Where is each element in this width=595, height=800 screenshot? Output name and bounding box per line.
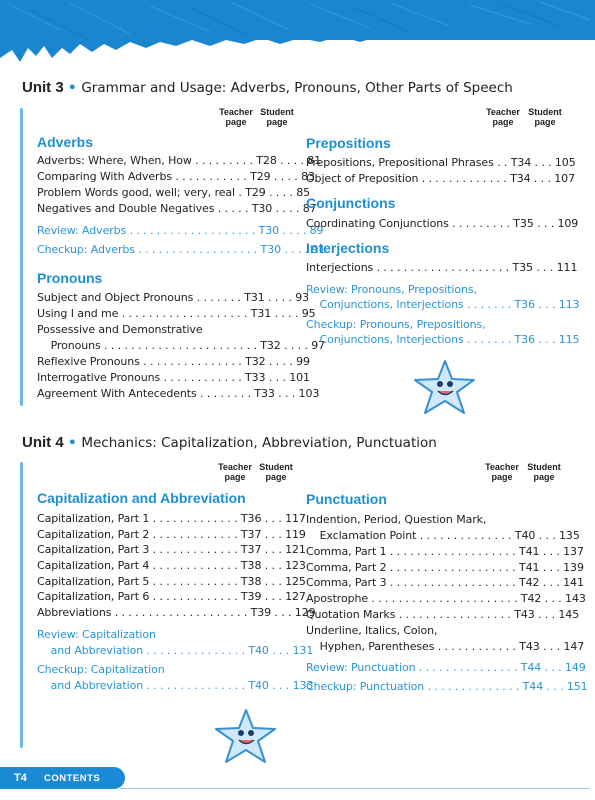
toc-entry-review[interactable]: Review: Capitalization (37, 628, 156, 641)
unit-4-left-student-header: Student page (259, 462, 293, 482)
bullet-icon: • (67, 435, 82, 451)
page-number: T4 (14, 772, 27, 784)
unit-3-right-student-header: Student page (528, 107, 562, 127)
unit-4-left-rule (20, 462, 23, 748)
toc-entry-review[interactable]: Review: Adverbs . . . . . . . . . . . . . . . . . . . T30 . . . . 89 (37, 224, 324, 237)
toc-entry[interactable]: Reflexive Pronouns . . . . . . . . . . . . . . . T32 . . . . 99 (37, 355, 310, 368)
unit-3-title: Grammar and Usage: Adverbs, Pronouns, Other Parts of Speech (81, 80, 513, 96)
unit-3-left-student-header: Student page (260, 107, 294, 127)
unit-3-left-rule (20, 108, 23, 406)
unit-4-heading (22, 434, 437, 451)
toc-entry[interactable]: Capitalization, Part 1 . . . . . . . . . . . . . T36 . . . 117 (37, 512, 306, 525)
unit-4-title: Mechanics: Capitalization, Abbreviation, Punctuation (81, 435, 437, 451)
section-prepositions: Prepositions (306, 135, 391, 151)
toc-entry-checkup[interactable]: Checkup: Capitalization (37, 663, 165, 676)
toc-entry[interactable]: Coordinating Conjunctions . . . . . . . . . T35 . . . 109 (306, 217, 579, 230)
toc-entry[interactable]: Possessive and Demonstrative (37, 323, 203, 336)
unit-3-left-teacher-header: Teacher page (219, 107, 253, 127)
unit-4-number: Unit 4 (22, 434, 64, 451)
toc-entry-review[interactable]: Review: Pronouns, Prepositions, (306, 283, 477, 296)
unit-3-number: Unit 3 (22, 79, 64, 96)
toc-entry[interactable]: Problem Words good, well; very, real . T29 . . . . 85 (37, 186, 310, 199)
toc-entry[interactable]: Quotation Marks . . . . . . . . . . . . . . . . . T43 . . . 145 (306, 608, 580, 621)
toc-entry[interactable]: Object of Preposition . . . . . . . . . . . . . T34 . . . 107 (306, 172, 575, 185)
toc-entry-review[interactable]: and Abbreviation . . . . . . . . . . . . . . . T40 . . . 131 (37, 644, 314, 657)
toc-entry[interactable]: Interjections . . . . . . . . . . . . . . . . . . . . T35 . . . 111 (306, 261, 578, 274)
toc-entry[interactable]: Comma, Part 1 . . . . . . . . . . . . . . . . . . . T41 . . . 137 (306, 545, 584, 558)
toc-entry-checkup[interactable]: Checkup: Punctuation . . . . . . . . . . . . . . T44 . . . 151 (306, 680, 588, 693)
bullet-icon: • (67, 80, 82, 96)
toc-entry-checkup[interactable]: Checkup: Adverbs . . . . . . . . . . . . . . . . . . T30 . . . . 91 (37, 243, 326, 256)
toc-entry[interactable]: Exclamation Point . . . . . . . . . . . . . . T40 . . . 135 (306, 529, 580, 542)
toc-entry-review[interactable]: Review: Punctuation . . . . . . . . . . . . . . . T44 . . . 149 (306, 661, 586, 674)
section-conjunctions: Conjunctions (306, 195, 396, 211)
unit-3-heading (22, 79, 513, 96)
toc-entry-checkup[interactable]: Checkup: Pronouns, Prepositions, (306, 318, 486, 331)
star-mascot-icon (213, 707, 279, 769)
footer-tab (0, 767, 125, 789)
toc-entry[interactable]: Comparing With Adverbs . . . . . . . . . . . T29 . . . . 83 (37, 170, 315, 183)
toc-entry-review[interactable]: Conjunctions, Interjections . . . . . . . T36 . . . 113 (306, 298, 580, 311)
unit-4-left-teacher-header: Teacher page (218, 462, 252, 482)
toc-entry[interactable]: Apostrophe . . . . . . . . . . . . . . . . . . . . . . T42 . . . 143 (306, 592, 586, 605)
toc-entry[interactable]: Agreement With Antecedents . . . . . . . . T33 . . . 103 (37, 387, 320, 400)
toc-entry[interactable]: Comma, Part 2 . . . . . . . . . . . . . . . . . . . T41 . . . 139 (306, 561, 584, 574)
section-adverbs: Adverbs (37, 134, 94, 150)
crayon-banner (0, 0, 595, 66)
toc-entry[interactable]: Capitalization, Part 4 . . . . . . . . . . . . . T38 . . . 123 (37, 559, 306, 572)
footer-rule (120, 788, 590, 789)
section-pronouns: Pronouns (37, 270, 103, 286)
toc-entry[interactable]: Underline, Italics, Colon, (306, 624, 438, 637)
section-punctuation: Punctuation (306, 491, 387, 507)
toc-entry[interactable]: Subject and Object Pronouns . . . . . . . T31 . . . . 93 (37, 291, 309, 304)
toc-entry-checkup[interactable]: Conjunctions, Interjections . . . . . . . T36 . . . 115 (306, 333, 580, 346)
star-mascot-icon (412, 358, 478, 420)
unit-4-right-teacher-header: Teacher page (485, 462, 519, 482)
toc-entry[interactable]: Hyphen, Parentheses . . . . . . . . . . . . T43 . . . 147 (306, 640, 585, 653)
toc-entry[interactable]: Capitalization, Part 6 . . . . . . . . . . . . . T39 . . . 127 (37, 590, 306, 603)
footer-label: CONTENTS (44, 773, 101, 784)
toc-entry[interactable]: Negatives and Double Negatives . . . . . T30 . . . . 87 (37, 202, 317, 215)
toc-entry[interactable]: Pronouns . . . . . . . . . . . . . . . . . . . . . . . T32 . . . . 97 (37, 339, 326, 352)
toc-entry[interactable]: Prepositions, Prepositional Phrases . . T34 . . . 105 (306, 156, 576, 169)
toc-entry[interactable]: Capitalization, Part 5 . . . . . . . . . . . . . T38 . . . 125 (37, 575, 306, 588)
unit-3-right-teacher-header: Teacher page (486, 107, 520, 127)
section-interjections: Interjections (306, 240, 390, 256)
toc-entry[interactable]: Abbreviations . . . . . . . . . . . . . . . . . . . . T39 . . . 129 (37, 606, 316, 619)
section-capitalization-abbreviation: Capitalization and Abbreviation (37, 490, 246, 506)
toc-entry[interactable]: Comma, Part 3 . . . . . . . . . . . . . . . . . . . T42 . . . 141 (306, 576, 584, 589)
toc-entry-checkup[interactable]: and Abbreviation . . . . . . . . . . . . . . . T40 . . . 133 (37, 679, 314, 692)
toc-entry[interactable]: Indention, Period, Question Mark, (306, 513, 487, 526)
toc-entry[interactable]: Adverbs: Where, When, How . . . . . . . . . T28 . . . . 81 (37, 154, 322, 167)
toc-entry[interactable]: Capitalization, Part 2 . . . . . . . . . . . . . T37 . . . 119 (37, 528, 306, 541)
toc-entry[interactable]: Interrogative Pronouns . . . . . . . . . . . . T33 . . . 101 (37, 371, 310, 384)
unit-4-right-student-header: Student page (527, 462, 561, 482)
toc-entry[interactable]: Using I and me . . . . . . . . . . . . . . . . . . . T31 . . . . 95 (37, 307, 316, 320)
toc-entry[interactable]: Capitalization, Part 3 . . . . . . . . . . . . . T37 . . . 121 (37, 543, 306, 556)
